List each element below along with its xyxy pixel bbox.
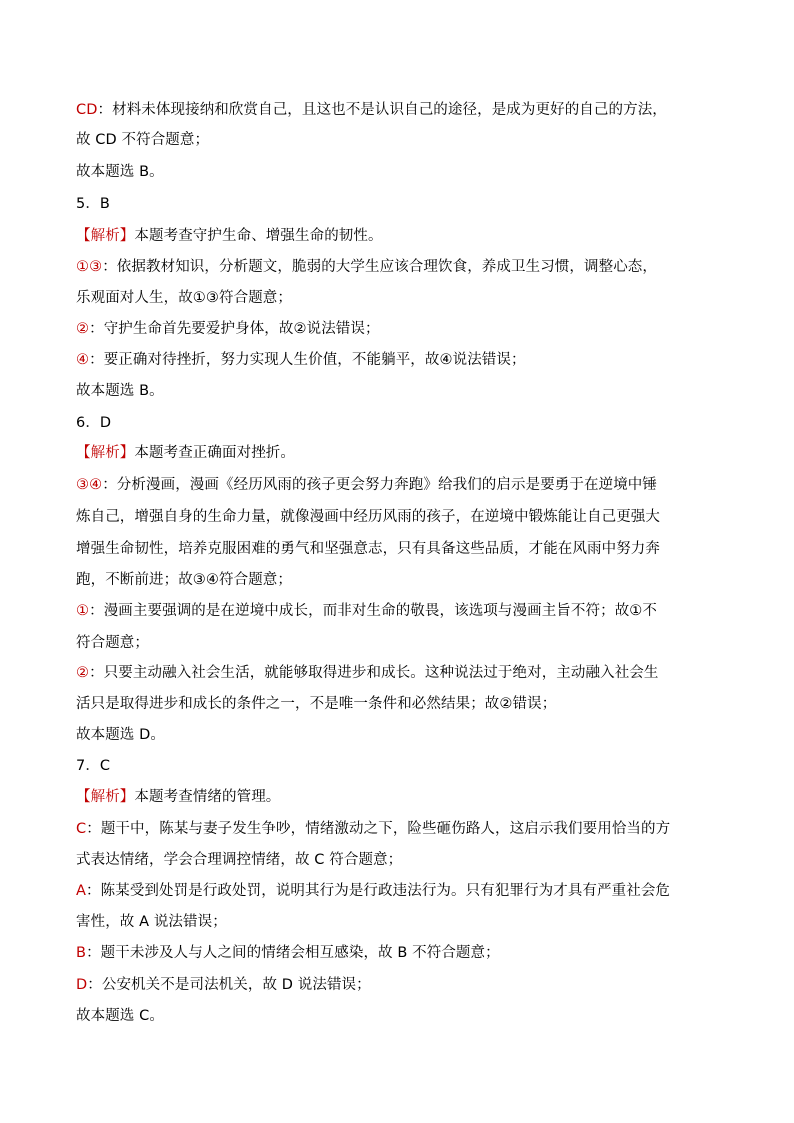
line-text: 乐观面对人生，故①③符合题意； — [76, 290, 292, 306]
line-prefix: A — [76, 883, 87, 899]
line-prefix: D — [76, 977, 88, 993]
text-line — [76, 226, 726, 246]
text-line — [76, 570, 726, 590]
question-number — [76, 194, 726, 214]
text-line — [76, 912, 726, 932]
text-line — [76, 162, 726, 182]
line-text: ：题干未涉及人与人之间的情绪会相互感染，故 B 不符合题意； — [86, 945, 500, 961]
text-line — [76, 130, 726, 150]
text-line — [76, 663, 726, 683]
line-text: 害性，故 A 说法错误； — [76, 914, 227, 930]
line-text: 活只是取得进步和成长的条件之一，不是唯一条件和必然结果；故②错误； — [76, 696, 557, 712]
line-prefix: C — [76, 821, 87, 837]
text-line — [76, 850, 726, 870]
text-line — [76, 1006, 726, 1026]
text-line — [76, 350, 726, 370]
line-text: 本题考查正确面对挫折。 — [134, 445, 296, 461]
line-text: 5．B — [76, 196, 110, 212]
line-text: ：依据教材知识，分析题文，脆弱的大学生应该合理饮食，养成卫生习惯，调整心态， — [102, 259, 657, 275]
text-line — [76, 943, 726, 963]
line-text: ：要正确对待挫折，努力实现人生价值，不能躺平，故④说法错误； — [89, 352, 526, 368]
text-line — [76, 381, 726, 401]
line-prefix: ① — [76, 603, 90, 619]
line-prefix: 【解析】 — [76, 445, 135, 461]
question-number — [76, 756, 726, 776]
line-text: 故 CD 不符合题意； — [76, 132, 210, 148]
text-line — [76, 539, 726, 559]
line-text: 本题考查情绪的管理。 — [134, 789, 281, 805]
line-text: 故本题选 B。 — [76, 164, 164, 180]
line-text: ：漫画主要强调的是在逆境中成长，而非对生命的敬畏，该选项与漫画主旨不符；故①不 — [89, 603, 658, 619]
text-line — [76, 725, 726, 745]
text-line — [76, 633, 726, 653]
line-prefix: ② — [76, 321, 90, 337]
text-line — [76, 819, 726, 839]
line-prefix: ④ — [76, 352, 90, 368]
line-prefix: CD — [76, 102, 98, 118]
line-text: ：陈某受到处罚是行政处罚，说明其行为是行政违法行为。只有犯罪行为才具有严重社会危 — [86, 883, 671, 899]
line-text: 6．D — [76, 415, 112, 431]
line-text: ：守护生命首先要爱护身体，故②说法错误； — [89, 321, 380, 337]
line-prefix: B — [76, 945, 87, 961]
text-line — [76, 881, 726, 901]
line-text: ：题干中，陈某与妻子发生争吵，情绪激动之下，险些砸伤路人，这启示我们要用恰当的方 — [86, 821, 671, 837]
text-line — [76, 443, 726, 463]
line-text: ：只要主动融入社会生活，就能够取得进步和成长。这种说法过于绝对，主动融入社会生 — [89, 665, 659, 681]
text-line — [76, 694, 726, 714]
line-prefix: ①③ — [76, 259, 103, 275]
line-text: 炼自己，增强自身的生命力量，就像漫画中经历风雨的孩子，在逆境中锻炼能让自己更强大 — [76, 509, 660, 525]
line-text: 式表达情绪，学会合理调控情绪，故 C 符合题意； — [76, 852, 403, 868]
line-prefix: 【解析】 — [76, 228, 135, 244]
line-prefix: ③④ — [76, 477, 103, 493]
text-line — [76, 100, 726, 120]
line-prefix: ② — [76, 665, 90, 681]
line-text: 故本题选 C。 — [76, 1008, 164, 1024]
text-line — [76, 257, 726, 277]
line-text: 7．C — [76, 758, 111, 774]
text-line — [76, 601, 726, 621]
line-text: ：材料未体现接纳和欣赏自己，且这也不是认识自己的途径，是成为更好的自己的方法， — [97, 102, 667, 118]
text-line — [76, 507, 726, 527]
line-text: ：分析漫画，漫画《经历风雨的孩子更会努力奔跑》给我们的启示是要勇于在逆境中锤 — [102, 477, 657, 493]
line-text: 本题考查守护生命、增强生命的韧性。 — [134, 228, 383, 244]
line-text: 故本题选 D。 — [76, 727, 165, 743]
line-text: 增强生命韧性，培养克服困难的勇气和坚强意志，只有具备这些品质，才能在风雨中努力奔 — [76, 541, 660, 557]
line-text: ：公安机关不是司法机关，故 D 说法错误； — [87, 977, 371, 993]
line-text: 故本题选 B。 — [76, 383, 164, 399]
line-text: 跑，不断前进；故③④符合题意； — [76, 572, 292, 588]
text-line — [76, 288, 726, 308]
text-line — [76, 787, 726, 807]
line-prefix: 【解析】 — [76, 789, 135, 805]
text-line — [76, 319, 726, 339]
text-line — [76, 975, 726, 995]
text-line — [76, 475, 726, 495]
question-number — [76, 413, 726, 433]
line-text: 符合题意； — [76, 635, 149, 651]
